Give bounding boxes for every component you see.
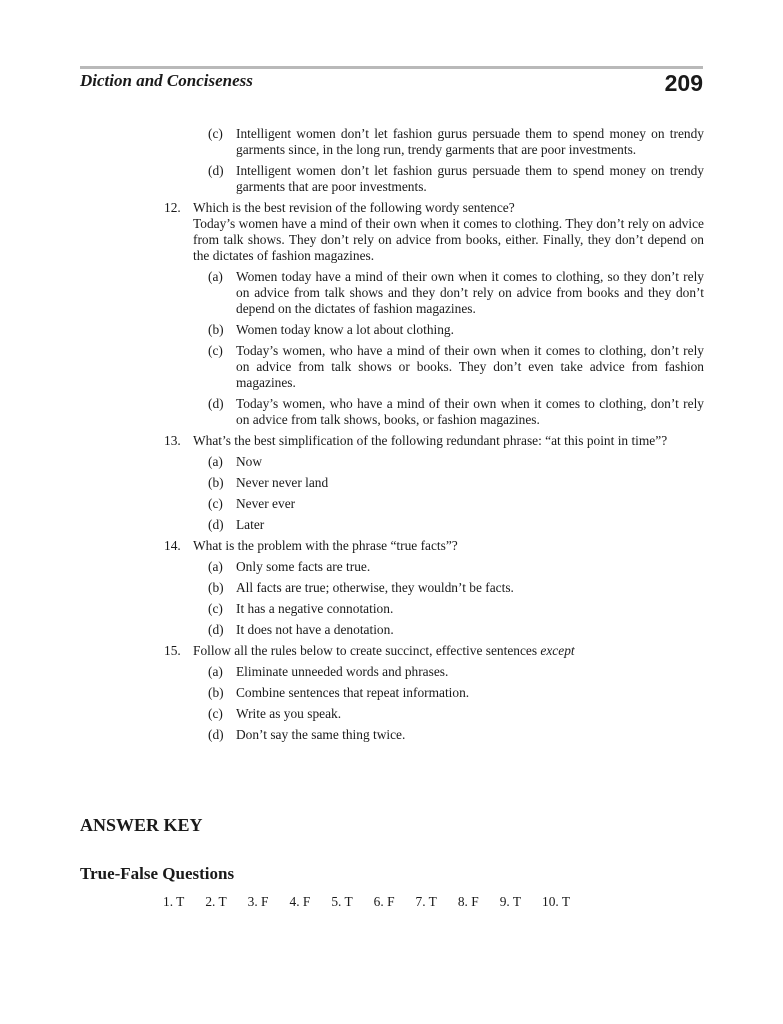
- question-text-main: Follow all the rules below to create succinct, effective sentences: [193, 643, 538, 658]
- option-text: Combine sentences that repeat information.: [236, 685, 470, 700]
- option: [208, 580, 704, 596]
- page-content: [164, 126, 704, 748]
- option-text: Only some facts are true.: [236, 559, 371, 574]
- answer-item: 8. F: [457, 894, 479, 909]
- answer-item: 10. T: [542, 894, 571, 909]
- option-text: It has a negative connotation.: [236, 601, 394, 616]
- option: [208, 475, 704, 491]
- question-number: 13.: [164, 433, 181, 448]
- question-15: [164, 643, 704, 659]
- option: [208, 517, 704, 533]
- option: [208, 454, 704, 470]
- question-text: [193, 643, 704, 659]
- answer-item: 5. T: [331, 894, 353, 909]
- option-text: Women today know a lot about clothing.: [236, 322, 454, 337]
- option: [208, 664, 704, 680]
- question-number: 12.: [164, 200, 181, 215]
- option: [208, 126, 704, 158]
- answer-list: [163, 894, 591, 910]
- option-label: (c): [208, 343, 223, 358]
- question-number: 14.: [164, 538, 181, 553]
- option-label: (a): [208, 269, 223, 284]
- question-14: [164, 538, 704, 554]
- page-number: 209: [664, 70, 703, 96]
- answer-key-heading: ANSWER KEY: [80, 815, 203, 835]
- option-label: (b): [208, 475, 224, 490]
- option: [208, 343, 704, 391]
- running-title: Diction and Conciseness: [80, 71, 253, 90]
- option-label: (b): [208, 685, 224, 700]
- option-text: Never ever: [236, 496, 296, 511]
- option-label: (c): [208, 601, 223, 616]
- option-label: (d): [208, 396, 224, 411]
- option-text: All facts are true; otherwise, they wouldn’t be facts.: [236, 580, 514, 595]
- option: [208, 685, 704, 701]
- option: [208, 269, 704, 317]
- option: [208, 706, 704, 722]
- option-text: Women today have a mind of their own when it comes to clothing, so they don’t rely on advice from talk shows and they don’t rely on advice from books and they don’t depend on the dictates of fashion magazines.: [236, 269, 704, 316]
- option-text: Write as you speak.: [236, 706, 342, 721]
- answer-item: 6. F: [373, 894, 395, 909]
- option-label: (c): [208, 126, 223, 141]
- option: [208, 559, 704, 575]
- option: [208, 396, 704, 428]
- option-label: (a): [208, 559, 223, 574]
- question-text: What’s the best simplification of the following redundant phrase: “at this point in time”?: [193, 433, 668, 448]
- option: [208, 163, 704, 195]
- option-text: Intelligent women don’t let fashion gurus persuade them to spend money on trendy garments since, in the long run, trendy garments that are poor investments.: [236, 126, 704, 157]
- option: [208, 322, 704, 338]
- option-text: Intelligent women don’t let fashion gurus persuade them to spend money on trendy garments that are poor investments.: [236, 163, 704, 194]
- option-label: (c): [208, 496, 223, 511]
- answer-item: 1. T: [163, 894, 185, 909]
- answer-item: 3. F: [247, 894, 269, 909]
- answer-item: 4. F: [289, 894, 311, 909]
- option: [208, 622, 704, 638]
- option-label: (b): [208, 580, 224, 595]
- option-text: Never never land: [236, 475, 329, 490]
- option-label: (d): [208, 622, 224, 637]
- answer-item: 7. T: [415, 894, 437, 909]
- option-label: (b): [208, 322, 224, 337]
- option-label: (a): [208, 664, 223, 679]
- option-text: Later: [236, 517, 265, 532]
- option: [208, 496, 704, 512]
- question-text-emphasis: except: [540, 643, 575, 658]
- option: [208, 727, 704, 743]
- option-text: Don’t say the same thing twice.: [236, 727, 406, 742]
- option-text: It does not have a denotation.: [236, 622, 394, 637]
- option-text: Today’s women, who have a mind of their own when it comes to clothing, don’t rely on advice from talk shows or books. They don’t even take advice from fashion magazines.: [236, 343, 704, 390]
- question-number: 15.: [164, 643, 181, 658]
- header-rule: [80, 66, 703, 69]
- option-text: Now: [236, 454, 263, 469]
- question-sentence: Today’s women have a mind of their own when it comes to clothing. They don’t rely on advice from talk shows. They don’t rely on advice from books, either. Finally, they don’t depend on the dictates of fashion magazines.: [193, 216, 704, 263]
- question-12: [164, 200, 704, 269]
- option: [208, 601, 704, 617]
- question-text: What is the problem with the phrase “true facts”?: [193, 538, 458, 553]
- option-text: Today’s women, who have a mind of their own when it comes to clothing, don’t rely on advice from talk shows, books, or fashion magazines.: [236, 396, 704, 427]
- option-label: (d): [208, 163, 224, 178]
- option-label: (a): [208, 454, 223, 469]
- question-text: Which is the best revision of the following wordy sentence?: [193, 200, 515, 215]
- option-text: Eliminate unneeded words and phrases.: [236, 664, 449, 679]
- option-label: (d): [208, 727, 224, 742]
- true-false-subheading: True-False Questions: [80, 864, 235, 883]
- option-label: (d): [208, 517, 224, 532]
- answer-item: 2. T: [205, 894, 227, 909]
- question-13: [164, 433, 704, 449]
- option-label: (c): [208, 706, 223, 721]
- answer-item: 9. T: [499, 894, 522, 909]
